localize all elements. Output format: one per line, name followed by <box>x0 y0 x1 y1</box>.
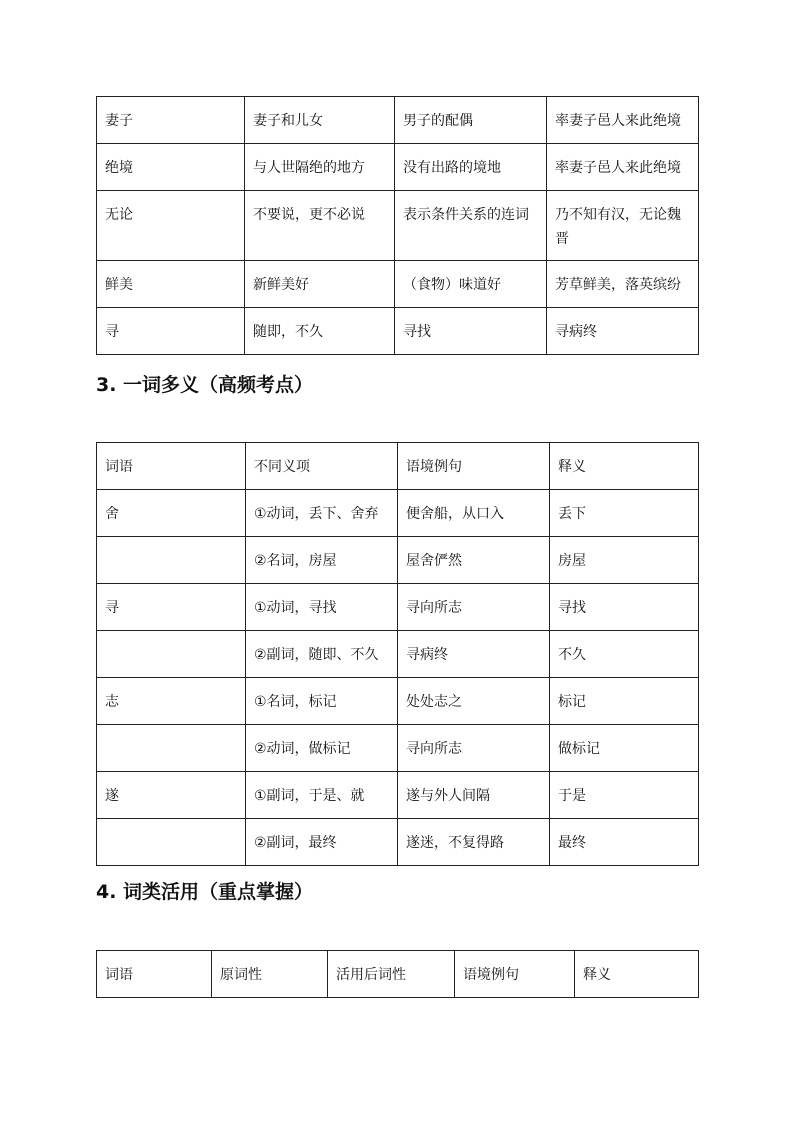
table-cell: 表示条件关系的连词 <box>395 191 547 261</box>
table-cell: 遂迷，不复得路 <box>398 819 550 866</box>
table-row <box>97 97 699 144</box>
table-cell: 志 <box>97 678 246 725</box>
table-cell: 寻找 <box>550 584 699 631</box>
table-cell: 绝境 <box>97 144 245 191</box>
table-row <box>97 725 699 772</box>
table-cell <box>97 819 246 866</box>
word-meaning-table <box>96 96 699 355</box>
column-header: 原词性 <box>212 951 328 998</box>
table-cell: （食物）味道好 <box>395 261 547 308</box>
table-cell: 率妻子邑人来此绝境 <box>547 144 699 191</box>
table-cell: 新鲜美好 <box>245 261 395 308</box>
table-header-row <box>97 951 699 998</box>
table-header-row <box>97 443 699 490</box>
table-cell: 芳草鲜美，落英缤纷 <box>547 261 699 308</box>
table-row <box>97 631 699 678</box>
column-header: 词语 <box>97 443 246 490</box>
column-header: 语境例句 <box>398 443 550 490</box>
table-cell: 随即，不久 <box>245 308 395 355</box>
table-row <box>97 678 699 725</box>
column-header: 不同义项 <box>246 443 398 490</box>
section-heading-part-of-speech-shift: 4. 词类活用（重点掌握） <box>96 881 314 903</box>
table-cell: 房屋 <box>550 537 699 584</box>
table-cell: 遂 <box>97 772 246 819</box>
table-cell: 标记 <box>550 678 699 725</box>
table-cell: 丢下 <box>550 490 699 537</box>
table-row <box>97 191 699 261</box>
table-cell: 寻找 <box>395 308 547 355</box>
part-of-speech-table <box>96 950 699 998</box>
table-cell: 鲜美 <box>97 261 245 308</box>
table-cell: ①动词，丢下、舍弃 <box>246 490 398 537</box>
table-row <box>97 819 699 866</box>
table-cell: ②动词，做标记 <box>246 725 398 772</box>
column-header: 语境例句 <box>455 951 575 998</box>
table-cell: 于是 <box>550 772 699 819</box>
table-cell: 男子的配偶 <box>395 97 547 144</box>
column-header: 释义 <box>575 951 699 998</box>
table-row <box>97 261 699 308</box>
table-cell <box>97 537 246 584</box>
table-row <box>97 144 699 191</box>
table-cell: ①副词，于是、就 <box>246 772 398 819</box>
table-cell <box>97 631 246 678</box>
table-cell: 寻 <box>97 308 245 355</box>
section-heading-polysemy: 3. 一词多义（高频考点） <box>96 374 314 396</box>
table-cell: 妻子和儿女 <box>245 97 395 144</box>
table-cell: 寻病终 <box>398 631 550 678</box>
table-cell: 乃不知有汉，无论魏晋 <box>547 191 699 261</box>
table-row <box>97 772 699 819</box>
table-cell: 屋舍俨然 <box>398 537 550 584</box>
table-cell: 遂与外人间隔 <box>398 772 550 819</box>
table-cell: 不要说，更不必说 <box>245 191 395 261</box>
table-cell: ②名词，房屋 <box>246 537 398 584</box>
table-cell: 率妻子邑人来此绝境 <box>547 97 699 144</box>
table-cell: 做标记 <box>550 725 699 772</box>
table-row <box>97 490 699 537</box>
table-cell: 妻子 <box>97 97 245 144</box>
column-header: 活用后词性 <box>328 951 455 998</box>
table-cell: ②副词，随即、不久 <box>246 631 398 678</box>
table-cell: ①名词，标记 <box>246 678 398 725</box>
table-row <box>97 537 699 584</box>
table-row <box>97 584 699 631</box>
table-cell: 处处志之 <box>398 678 550 725</box>
table-cell: 寻病终 <box>547 308 699 355</box>
table-cell: 不久 <box>550 631 699 678</box>
table-cell: 与人世隔绝的地方 <box>245 144 395 191</box>
table-cell: 便舍船，从口入 <box>398 490 550 537</box>
table-cell: 舍 <box>97 490 246 537</box>
table-cell: 寻向所志 <box>398 584 550 631</box>
table-cell: ②副词，最终 <box>246 819 398 866</box>
column-header: 释义 <box>550 443 699 490</box>
table-cell <box>97 725 246 772</box>
table-row <box>97 308 699 355</box>
table-cell: 没有出路的境地 <box>395 144 547 191</box>
table-cell: 无论 <box>97 191 245 261</box>
table-cell: 寻向所志 <box>398 725 550 772</box>
table-cell: 最终 <box>550 819 699 866</box>
table-cell: 寻 <box>97 584 246 631</box>
column-header: 词语 <box>97 951 212 998</box>
table-cell: ①动词，寻找 <box>246 584 398 631</box>
polysemy-table <box>96 442 699 866</box>
